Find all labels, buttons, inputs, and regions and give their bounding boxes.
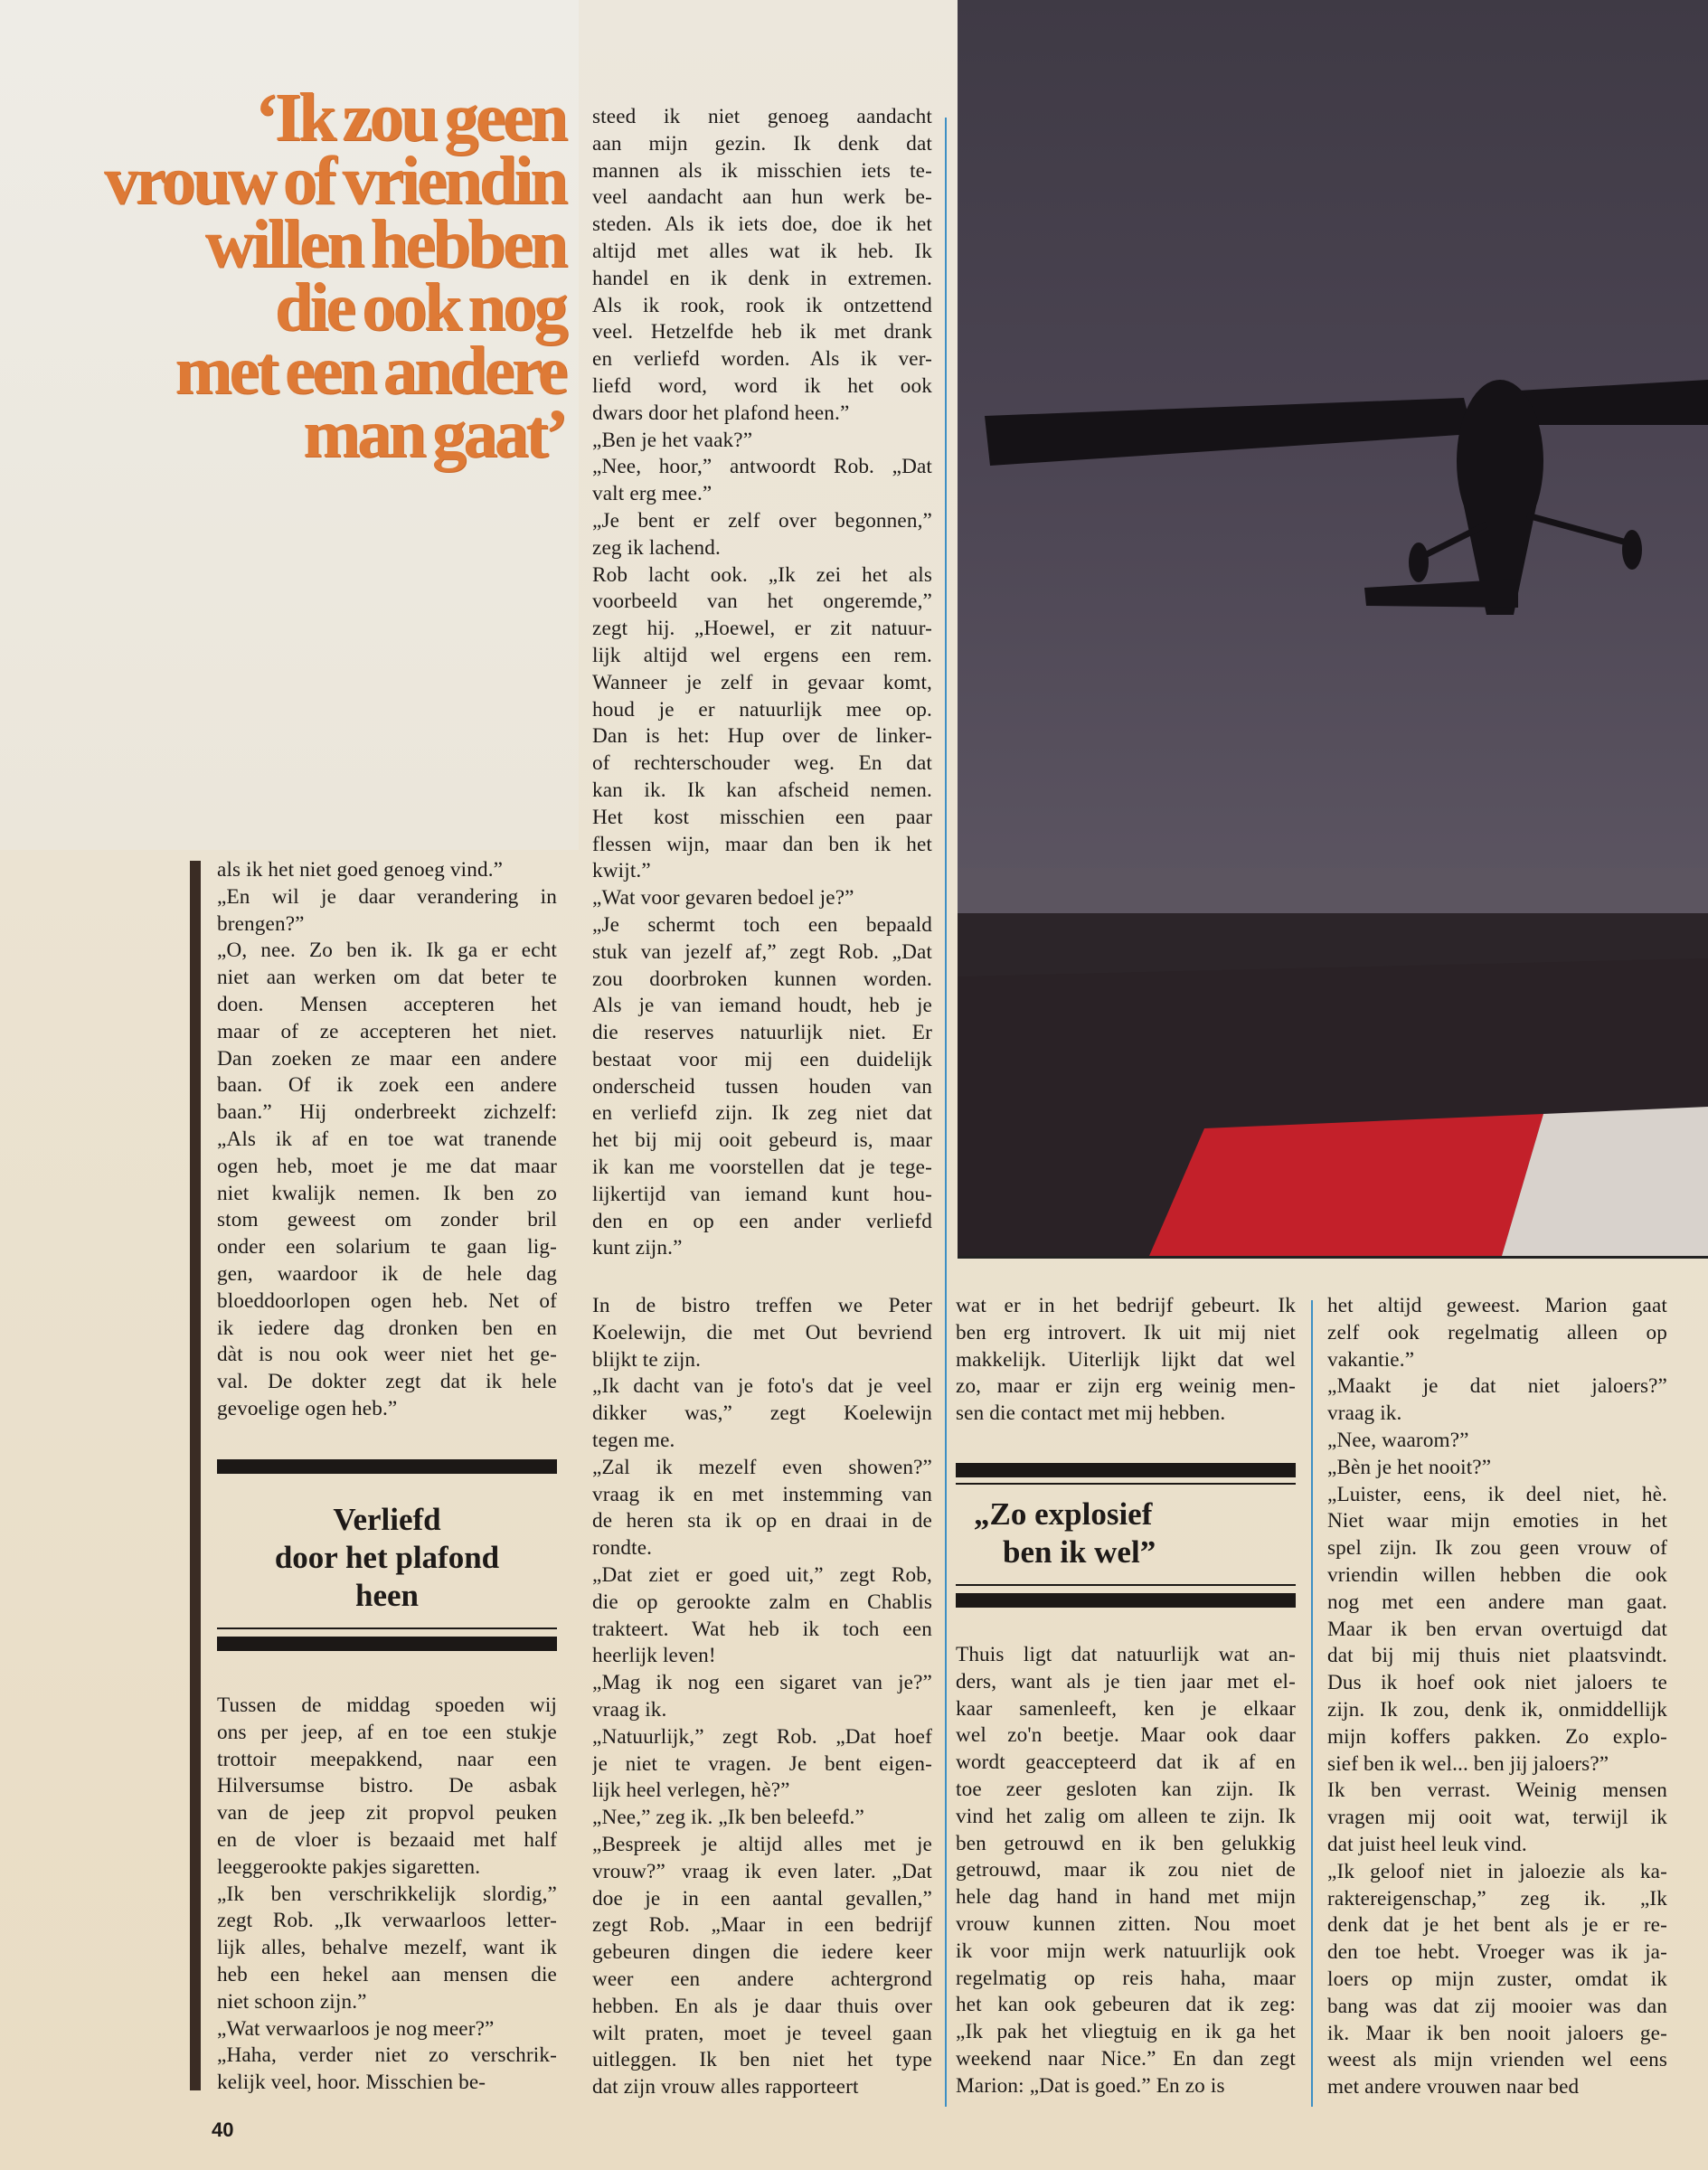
- paragraph: [217, 884, 557, 939]
- text-line: Wanneer je zelf in gevaar komt,: [592, 670, 932, 694]
- text-line: Het kost misschien een paar: [592, 805, 932, 829]
- subheading-line: ben ik wel”: [1003, 1534, 1156, 1570]
- paragraph: [1327, 1778, 1667, 1858]
- text-line: raktereigenschap,” zeg ik. „Ik: [1327, 1886, 1667, 1911]
- text-line: gebeuren dingen die iedere keer: [592, 1940, 932, 1965]
- text-line: Maar ik ben ervan overtuigd dat: [1327, 1617, 1667, 1641]
- text-line: spel zijn. Ik zou geen vrouw of: [1327, 1536, 1667, 1561]
- headline-line: ‘Ik zou geen: [255, 80, 565, 156]
- text-line: wel zo'n beetje. Maar ook daar: [956, 1723, 1296, 1748]
- text-line: de heren sta ik op en draai in de: [592, 1509, 932, 1533]
- text-line: sen die contact met mij hebben.: [956, 1401, 1226, 1426]
- text-line: voorbeeld van het ongeremde,”: [592, 590, 932, 614]
- text-line: die reserves natuurlijk niet. Er: [592, 1021, 932, 1045]
- text-line: „Nee, waarom?”: [1327, 1428, 1469, 1452]
- subheading-line: heen: [355, 1578, 419, 1613]
- text-line: leeggerookte pakjes sigaretten.: [217, 1854, 481, 1879]
- text-line: blijkt te zijn.: [592, 1347, 702, 1372]
- rule-thick: [956, 1593, 1296, 1608]
- column-rule: [945, 118, 947, 2107]
- text-line: „Haha, verder niet zo verschrik-: [217, 2043, 557, 2068]
- paragraph: [592, 1293, 932, 1373]
- text-line: veel. Hetzelfde heb ik met drank: [592, 320, 932, 344]
- text-line: stom geweest om zonder bril: [217, 1208, 557, 1232]
- text-line: wat er in het bedrijf gebeurt. Ik: [956, 1294, 1296, 1317]
- text-line: weest als mijn vrienden wel eens: [1327, 2048, 1667, 2072]
- text-line: dat zijn vrouw alles rapporteert: [592, 2075, 859, 2099]
- text-line: kelijk veel, hoor. Misschien be-: [217, 2071, 486, 2095]
- text-line: gevoelige ogen heb.”: [217, 1396, 398, 1420]
- text-line: „Maakt je dat niet jaloers?”: [1327, 1374, 1667, 1399]
- subheading-title: [956, 1495, 1296, 1571]
- article-column-4: [1327, 1293, 1667, 2101]
- text-line: „Mag ik nog een sigaret van je?”: [592, 1671, 932, 1695]
- text-line: heb een hekel aan mensen die: [217, 1962, 557, 1986]
- text-line: „Je bent er zelf over begonnen,”: [592, 508, 932, 533]
- text-line: „Ben je het vaak?”: [592, 428, 753, 452]
- text-line: doe je in een aantal gevallen,”: [592, 1886, 932, 1911]
- text-line: ik iedere dag dronken ben en: [217, 1316, 557, 1340]
- text-line: lijk heel verlegen, hè?”: [592, 1778, 790, 1803]
- paragraph: [592, 1724, 932, 1805]
- headline-line: met een andere: [175, 333, 565, 409]
- text-line: regelmatig op reis haha, maar: [956, 1966, 1296, 1990]
- text-line: van de jeep zit propvol peuken: [217, 1801, 557, 1826]
- text-line: ben getrouwd en ik ben gelukkig: [956, 1831, 1296, 1855]
- text-line: onderscheid tussen houden van: [592, 1074, 932, 1099]
- text-line: wordt geaccepteerd dat ik af en: [956, 1750, 1296, 1775]
- text-line: „Je schermt toch een bepaald: [592, 912, 932, 937]
- text-line: en de vloer is bezaaid met half: [217, 1827, 557, 1852]
- text-line: „Bespreek je altijd alles met je: [592, 1832, 932, 1856]
- paragraph: [592, 1832, 932, 2101]
- text-line: „Natuurlijk,” zegt Rob. „Dat hoef: [592, 1724, 932, 1749]
- text-line: bang was dat zij mooier was dan: [1327, 1994, 1667, 2018]
- text-line: Hilversumse bistro. De asbak: [217, 1774, 557, 1798]
- text-line: ik. Maar ik ben nooit jaloers ge-: [1327, 2021, 1667, 2045]
- subheading-line: door het plafond: [274, 1540, 500, 1575]
- text-line: ik kan me voorstellen dat je tege-: [592, 1156, 932, 1180]
- text-line: die op gerookte zalm en Chablis: [592, 1590, 932, 1614]
- paragraph: [592, 1562, 932, 1670]
- paragraph: [1327, 1293, 1667, 1373]
- article-column-3: [956, 1293, 1296, 1428]
- text-line: steed ik niet genoeg aandacht: [592, 105, 932, 128]
- text-line: val. De dokter zegt dat ik hele: [217, 1370, 557, 1394]
- text-line: „Ik pak het vliegtuig en ik ga het: [956, 2020, 1296, 2044]
- text-line: brengen?”: [217, 911, 305, 936]
- text-line: ons per jeep, af en toe een stukje: [217, 1720, 557, 1744]
- text-line: lijk altijd wel ergens een rem.: [592, 643, 932, 667]
- text-line: „Dat ziet er goed uit,” zegt Rob,: [592, 1562, 932, 1587]
- text-line: „Nee,” zeg ik. „Ik ben beleefd.”: [592, 1806, 864, 1830]
- text-line: niet schoon zijn.”: [217, 1989, 367, 2014]
- text-line: lijk alles, behalve mezelf, want ik: [217, 1936, 557, 1960]
- rule-thin: [217, 1628, 557, 1629]
- page-number: 40: [212, 2118, 234, 2141]
- paragraph: [217, 938, 557, 1422]
- text-line: makkelijk. Uiterlijk lijkt dat wel: [956, 1347, 1296, 1372]
- paragraph: [217, 2043, 557, 2097]
- text-line: zeg ik lachend.: [592, 535, 721, 560]
- subheading-verliefd: [217, 1459, 557, 1651]
- text-line: trakteert. Wat heb ik toch een: [592, 1617, 932, 1641]
- text-line: handel en ik denk in extremen.: [592, 266, 932, 290]
- text-line: Tussen de middag spoeden wij: [217, 1694, 557, 1717]
- paragraph: [956, 1642, 1296, 2100]
- text-line: Niet waar mijn emoties in het: [1327, 1509, 1667, 1533]
- text-line: ogen heb, moet je me dat maar: [217, 1154, 557, 1178]
- text-line: vakantie.”: [1327, 1347, 1415, 1372]
- text-line: hebben. En als je daar thuis over: [592, 1994, 932, 2018]
- column-side-bar: [190, 861, 201, 2090]
- text-line: dat bij mij thuis niet plaatsvindt.: [1327, 1644, 1667, 1668]
- paragraph: [592, 428, 932, 455]
- text-line: kunt zijn.”: [592, 1236, 683, 1260]
- text-line: zegt Rob. „Maar in een bedrijf: [592, 1913, 932, 1938]
- text-line: aan mijn gezin. Ik denk dat: [592, 131, 932, 156]
- paragraph: [1327, 1482, 1667, 1778]
- text-line: „Luister, eens, ik deel niet, hè.: [1327, 1482, 1667, 1506]
- text-line: ik voor mijn werk natuurlijk ook: [956, 1939, 1296, 1963]
- paragraph: [217, 1882, 557, 2016]
- rule-thick: [956, 1463, 1296, 1477]
- text-line: sief ben ik wel... ben jij jaloers?”: [1327, 1751, 1609, 1776]
- paragraph: [1327, 1859, 1667, 2101]
- subheading-line: Verliefd: [333, 1502, 441, 1537]
- text-line: lijkertijd van iemand kunt hou-: [592, 1182, 932, 1206]
- text-line: vraag ik.: [1327, 1401, 1402, 1426]
- text-line: „Wat verwaarloos je nog meer?”: [217, 2016, 495, 2041]
- text-line: flessen wijn, maar dan ben ik het: [592, 832, 932, 856]
- paragraph: [592, 885, 932, 912]
- paragraph: [592, 1670, 932, 1724]
- paragraph: [217, 2016, 557, 2043]
- text-line: vragen mij ooit wat, terwijl ik: [1327, 1806, 1667, 1830]
- paragraph: [1327, 1455, 1667, 1482]
- article-column-1: [217, 857, 557, 1423]
- pull-quote-headline: [0, 80, 565, 472]
- text-line: Als je van iemand houdt, heb je: [592, 994, 932, 1018]
- text-line: weer een andere achtergrond: [592, 1967, 932, 1991]
- text-line: vraag ik.: [592, 1697, 667, 1722]
- text-line: niet aan werken om dat beter te: [217, 966, 557, 990]
- text-line: „Wat voor gevaren bedoel je?”: [592, 886, 854, 910]
- paragraph: [1327, 1373, 1667, 1428]
- headline-line: vrouw of vriendin: [104, 143, 565, 219]
- text-line: kan ik. Ik kan afscheid nemen.: [592, 778, 932, 802]
- text-line: zelf ook regelmatig alleen op: [1327, 1320, 1667, 1344]
- text-line: dàt is nou ook weer niet het ge-: [217, 1343, 557, 1367]
- text-line: den toe hebt. Vroeger was ik ja-: [1327, 1940, 1667, 1965]
- text-line: zegt hij. „Hoewel, er zit natuur-: [592, 617, 932, 641]
- rule-thick: [217, 1459, 557, 1474]
- text-line: „Ik geloof niet in jaloezie als ka-: [1327, 1859, 1667, 1883]
- text-line: valt erg mee.”: [592, 482, 712, 506]
- paragraph: [592, 1805, 932, 1832]
- text-line: kaar samenleeft, ken je elkaar: [956, 1696, 1296, 1721]
- text-line: altijd met alles wat ik heb. Ik: [592, 239, 932, 263]
- text-line: vind het zalig om alleen te zijn. Ik: [956, 1804, 1296, 1828]
- text-line: toe zeer gesloten kan zijn. Ik: [956, 1777, 1296, 1801]
- text-line: „Zal ik mezelf even showen?”: [592, 1455, 932, 1479]
- column-rule: [1311, 1300, 1313, 2107]
- text-line: rondte.: [592, 1536, 653, 1561]
- text-line: veel aandacht aan hun werk be-: [592, 185, 932, 210]
- text-line: en verliefd worden. Als ik ver-: [592, 347, 932, 372]
- text-line: „En wil je daar verandering in: [217, 884, 557, 909]
- text-line: den en op een ander verliefd: [592, 1209, 932, 1233]
- paragraph: [1327, 1428, 1667, 1455]
- text-line: In de bistro treffen we Peter: [592, 1294, 932, 1317]
- text-line: „Ik ben verschrikkelijk slordig,”: [217, 1882, 557, 1906]
- paragraph: [217, 857, 557, 884]
- text-line: zijn. Ik zou, denk ik, onmiddellijk: [1327, 1697, 1667, 1722]
- headline-line: willen hebben: [204, 206, 565, 282]
- text-line: het altijd geweest. Marion gaat: [1327, 1294, 1667, 1317]
- text-line: zou doorbroken kunnen worden.: [592, 967, 932, 991]
- text-line: met andere vrouwen naar bed: [1327, 2075, 1580, 2099]
- text-line: vriendin willen hebben die ook: [1327, 1562, 1667, 1587]
- subheading-line: „Zo explosief: [974, 1496, 1153, 1532]
- text-line: houd je er natuurlijk mee op.: [592, 697, 932, 722]
- text-line: Ik ben verrast. Weinig mensen: [1327, 1778, 1667, 1803]
- subheading-title: [217, 1501, 557, 1615]
- text-line: baan. Of ik zoek een andere: [217, 1073, 557, 1098]
- text-line: onder een solarium te gaan lig-: [217, 1235, 557, 1260]
- text-line: zegt Rob. „Ik verwaarloos letter-: [217, 1909, 557, 1933]
- text-line: Koelewijn, die met Out bevriend: [592, 1320, 932, 1344]
- text-line: of rechterschouder weg. En dat: [592, 751, 932, 776]
- text-line: wilt praten, moet je teveel gaan: [592, 2021, 932, 2045]
- text-line: kwijt.”: [592, 859, 651, 883]
- text-line: „Nee, hoor,” antwoordt Rob. „Dat: [592, 455, 932, 479]
- text-line: denk dat je het bent als je er re-: [1327, 1913, 1667, 1938]
- text-line: „Als ik af en toe wat tranende: [217, 1127, 557, 1151]
- article-column-1-continued: [217, 1693, 557, 2097]
- text-line: doen. Mensen accepteren het: [217, 992, 557, 1016]
- text-line: baan.” Hij onderbreekt zichzelf:: [217, 1100, 557, 1125]
- text-line: nog met een andere man gaat.: [1327, 1590, 1667, 1614]
- article-column-2-continued: [592, 1293, 932, 2101]
- text-line: Dus ik hoef ook niet jaloers te: [1327, 1671, 1667, 1695]
- text-line: vrouw?” vraag ik even later. „Dat: [592, 1859, 932, 1883]
- text-line: „O, nee. Zo ben ik. Ik ga er echt: [217, 939, 557, 963]
- paragraph: [592, 912, 932, 1262]
- text-line: Marion: „Dat is goed.” En zo is: [956, 2073, 1225, 2098]
- text-line: als ik het niet goed genoeg vind.”: [217, 858, 504, 882]
- text-line: dikker was,” zegt Koelewijn: [592, 1401, 932, 1426]
- text-line: Dan zoeken ze maar een andere: [217, 1046, 557, 1071]
- text-line: ben erg introvert. Ik uit mij niet: [956, 1320, 1296, 1344]
- text-line: ders, want als je tien jaar met el-: [956, 1669, 1296, 1694]
- red-tail-marking: [1149, 1114, 1543, 1256]
- text-line: en verliefd zijn. Ik zeg niet dat: [592, 1101, 932, 1126]
- text-line: Thuis ligt dat natuurlijk wat an-: [956, 1643, 1296, 1666]
- text-line: uitleggen. Ik ben niet het type: [592, 2048, 932, 2072]
- paragraph: [592, 1373, 932, 1454]
- paragraph: [956, 1293, 1296, 1428]
- text-line: het bij mij ooit gebeurd is, maar: [592, 1128, 932, 1153]
- text-line: tegen me.: [592, 1428, 675, 1452]
- text-line: „Bèn je het nooit?”: [1327, 1455, 1492, 1479]
- text-line: dat juist heel leuk vind.: [1327, 1832, 1527, 1856]
- text-line: mannen als ik misschien iets te-: [592, 158, 932, 183]
- headline-line: man gaat’: [303, 396, 565, 472]
- headline-line: die ook nog: [274, 269, 565, 345]
- text-line: niet kwalijk nemen. Ik ben zo: [217, 1181, 557, 1205]
- paragraph: [592, 1455, 932, 1562]
- text-line: Dan is het: Hup over de linker-: [592, 724, 932, 749]
- text-line: loers op mijn zuster, omdat ik: [1327, 1967, 1667, 1991]
- text-line: heerlijk leven!: [592, 1644, 716, 1668]
- paragraph: [217, 1693, 557, 1882]
- paragraph: [592, 104, 932, 428]
- text-line: zo, maar er zijn erg weinig men-: [956, 1374, 1296, 1399]
- text-line: weekend naar Nice.” En dan zegt: [956, 2046, 1296, 2071]
- text-line: stuk van jezelf af,” zegt Rob. „Dat: [592, 939, 932, 964]
- article-column-3-continued: [956, 1642, 1296, 2100]
- text-line: dwars door het plafond heen.”: [592, 401, 850, 425]
- text-line: maar of ze accepteren het niet.: [217, 1019, 557, 1043]
- text-line: steden. Als ik iets doe, doe ik het: [592, 212, 932, 237]
- airplane-silhouette: [985, 380, 1708, 615]
- text-line: bloeddoorlopen ogen heb. Net of: [217, 1288, 557, 1313]
- airplane-photo: [958, 0, 1708, 1259]
- text-line: vraag ik en met instemming van: [592, 1482, 932, 1506]
- text-line: gen, waardoor ik de hele dag: [217, 1261, 557, 1286]
- text-line: getrouwd, maar ik zou niet de: [956, 1858, 1296, 1882]
- rule-thin: [956, 1483, 1296, 1485]
- text-line: „Ik dacht van je foto's dat je veel: [592, 1374, 932, 1399]
- airplane-photo-image: [958, 0, 1708, 1256]
- text-line: trottoir meepakkend, naar een: [217, 1747, 557, 1771]
- text-line: liefd word, word ik het ook: [592, 373, 932, 398]
- rule-thick: [217, 1637, 557, 1651]
- paragraph: [592, 454, 932, 508]
- paragraph: [592, 508, 932, 562]
- text-line: bestaat voor mij een duidelijk: [592, 1047, 932, 1071]
- text-line: mijn koffers pakken. Zo explo-: [1327, 1724, 1667, 1749]
- text-line: Rob lacht ook. „Ik zei het als: [592, 562, 932, 587]
- text-line: vrouw kunnen zitten. Nou moet: [956, 1911, 1296, 1936]
- text-line: je niet te vragen. Je bent eigen-: [592, 1751, 932, 1776]
- text-line: hele dag hand in hand met mijn: [956, 1885, 1296, 1910]
- paragraph: [592, 562, 932, 886]
- article-column-2: [592, 104, 932, 1262]
- subheading-explosief: [956, 1463, 1296, 1608]
- rule-thin: [956, 1584, 1296, 1586]
- text-line: het kan ook gebeuren dat ik zeg:: [956, 1993, 1296, 2017]
- text-line: Als ik rook, rook ik ontzettend: [592, 293, 932, 317]
